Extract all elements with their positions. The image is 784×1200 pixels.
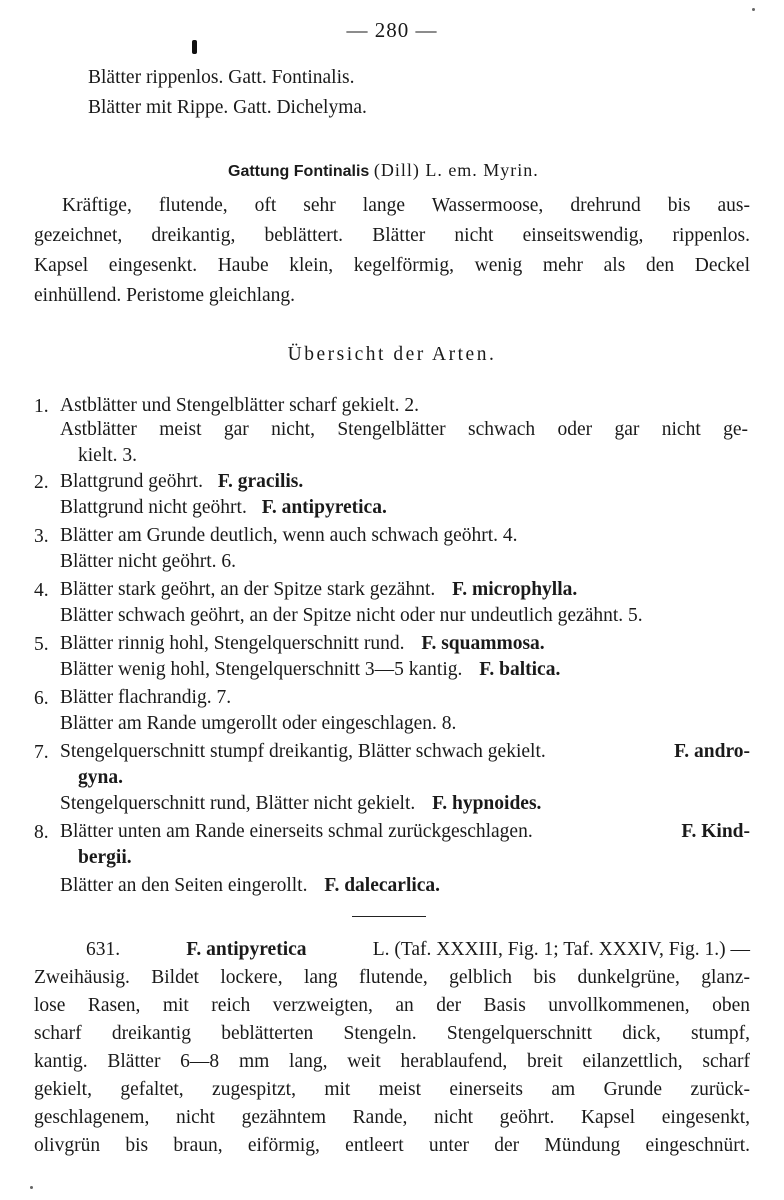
ink-mark <box>192 40 197 54</box>
species-entry-line-4: kantig. Blätter 6—8 mm lang, weit herablaufend, breit eilanzettlich, scharf <box>34 1051 750 1072</box>
species-kindbergii-part1: F. Kind- <box>681 821 750 842</box>
key-line-4b: Blätter schwach geöhrt, an der Spitze nicht oder nur undeutlich gezähnt. 5. <box>60 605 643 626</box>
species-entry-number: 631. <box>86 939 121 960</box>
key-line-3b: Blätter nicht geöhrt. 6. <box>60 551 236 572</box>
description-line-3: Kapsel eingesenkt. Haube klein, kegelförmig, wenig mehr als den Deckel <box>34 255 750 276</box>
key-number-2: 2. <box>34 472 49 493</box>
key-text-4a: Blätter stark geöhrt, an der Spitze stark gezähnt. <box>60 579 436 600</box>
key-text-7a: Stengelquerschnitt stumpf dreikantig, Blätter schwach gekielt. <box>60 741 546 762</box>
key-line-4a <box>60 580 577 600</box>
description-line-4: einhüllend. Peristome gleichlang. <box>34 285 296 306</box>
key-text-5a: Blätter rinnig hohl, Stengelquerschnitt rund. <box>60 633 405 654</box>
key-line-1a: Astblätter und Stengelblätter scharf gekielt. 2. <box>60 395 420 416</box>
species-gracilis: F. gracilis. <box>217 471 304 492</box>
key-line-5a <box>60 634 545 654</box>
key-line-5b <box>60 660 560 680</box>
key-line-2b <box>60 498 387 518</box>
key-line-7a <box>60 742 750 762</box>
key-line-1b: Astblätter meist gar nicht, Stengelblätter schwach oder gar nicht ge- <box>60 419 748 440</box>
key-title: Übersicht der Arten. <box>287 344 497 365</box>
key-number-8: 8. <box>34 822 49 843</box>
species-kindbergii-part2: bergii. <box>78 847 132 868</box>
key-line-6b: Blätter am Rande umgerollt oder eingeschlagen. 8. <box>60 713 457 734</box>
species-androgyna-part1: F. andro- <box>674 741 750 762</box>
genus-author: (Dill) L. em. Myrin. <box>373 160 539 180</box>
key-number-3: 3. <box>34 526 49 547</box>
key-line-1c: kielt. 3. <box>78 445 138 466</box>
key-line-3a: Blätter am Grunde deutlich, wenn auch schwach geöhrt. 4. <box>60 525 518 546</box>
key-number-7: 7. <box>34 742 49 763</box>
species-dalecarlica: F. dalecarlica. <box>324 875 441 896</box>
key-line-2a <box>60 472 303 492</box>
genus-heading <box>228 160 539 181</box>
species-entry-line-1: Zweihäusig. Bildet lockere, lang flutende, gelblich bis dunkelgrüne, glanz- <box>34 967 750 988</box>
species-antipyretica: F. antipyretica. <box>261 497 387 518</box>
section-divider <box>352 916 426 917</box>
key-text-2b: Blattgrund nicht geöhrt. <box>60 497 247 518</box>
key-line-8c <box>60 876 440 896</box>
description-line-1: Kräftige, flutende, oft sehr lange Wassermoose, drehrund bis aus- <box>62 195 750 216</box>
species-squammosa: F. squammosa. <box>421 633 545 654</box>
key-text-5b: Blätter wenig hohl, Stengelquerschnitt 3—5 kantig. <box>60 659 463 680</box>
paper-speckle <box>30 1186 33 1189</box>
description-line-2: gezeichnet, dreikantig, beblättert. Blätter nicht einseitswendig, rippenlos. <box>34 225 750 246</box>
key-text-2a: Blattgrund geöhrt. <box>60 471 203 492</box>
key-line-8a <box>60 822 750 842</box>
species-entry-line-7: olivgrün bis braun, eiförmig, entleert unter der Mündung eingeschnürt. <box>34 1135 750 1156</box>
key-line-6a: Blätter flachrandig. 7. <box>60 687 232 708</box>
species-microphylla: F. microphylla. <box>452 579 578 600</box>
species-entry-name: F. antipyretica <box>186 939 307 960</box>
species-entry-line-3: scharf dreikantig beblätterten Stengeln. Stengelquerschnitt dick, stumpf, <box>34 1023 750 1044</box>
species-hypnoides: F. hypnoides. <box>432 793 542 814</box>
species-entry-line-6: geschlagenem, nicht gezähntem Rande, nicht geöhrt. Kapsel eingesenkt, <box>34 1107 750 1128</box>
intro-line-1: Blätter rippenlos. Gatt. Fontinalis. <box>88 67 355 88</box>
species-androgyna-part2: gyna. <box>78 767 123 788</box>
key-number-4: 4. <box>34 580 49 601</box>
species-entry-heading <box>86 940 750 960</box>
paper-speckle <box>752 8 755 11</box>
page-number: — 280 — <box>346 18 438 42</box>
key-text-7c: Stengelquerschnitt rund, Blätter nicht gekielt. <box>60 793 416 814</box>
key-text-8c: Blätter an den Seiten eingerollt. <box>60 875 308 896</box>
key-line-7c <box>60 794 541 814</box>
species-entry-line-2: lose Rasen, mit reich verzweigten, an der Basis unvollkommenen, oben <box>34 995 750 1016</box>
genus-name: Gattung Fontinalis <box>228 163 370 180</box>
key-text-8a: Blätter unten am Rande einerseits schmal zurückgeschlagen. <box>60 821 533 842</box>
key-number-5: 5. <box>34 634 49 655</box>
intro-line-2: Blätter mit Rippe. Gatt. Dichelyma. <box>88 97 367 118</box>
key-number-6: 6. <box>34 688 49 709</box>
species-baltica: F. baltica. <box>479 659 561 680</box>
key-number-1: 1. <box>34 396 49 417</box>
species-entry-author-refs: L. (Taf. XXXIII, Fig. 1; Taf. XXXIV, Fig. 1.) — <box>372 939 750 960</box>
species-entry-line-5: gekielt, gefaltet, zugespitzt, mit meist einerseits am Grunde zurück- <box>34 1079 750 1100</box>
